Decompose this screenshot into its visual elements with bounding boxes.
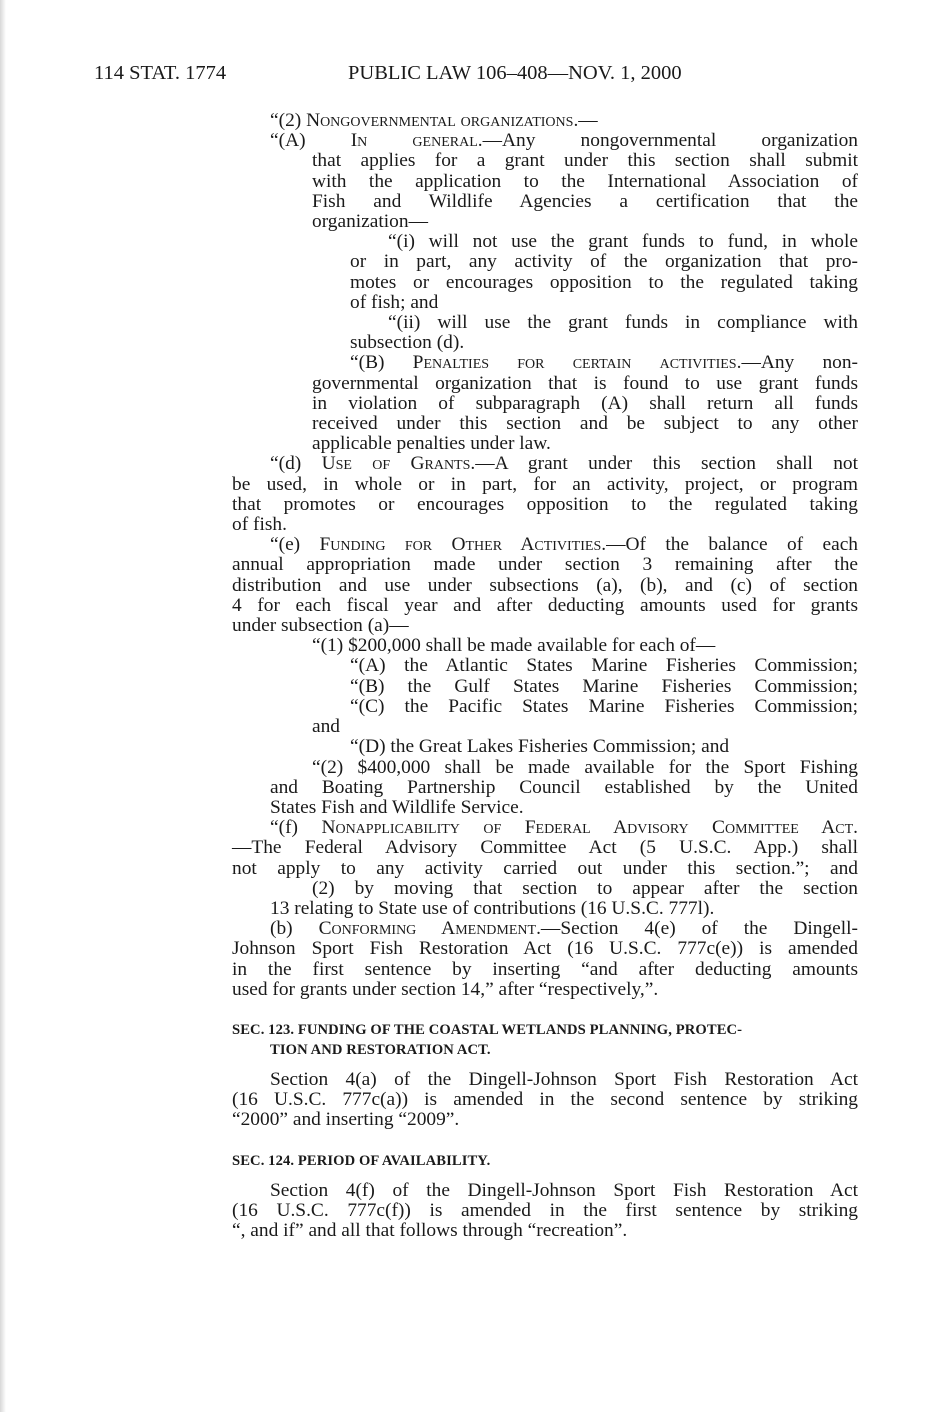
text-line: “(d) Use of Grants.—A grant under this section shall not [270, 453, 858, 475]
subsection-d-heading: Use of Grants. [321, 453, 476, 475]
public-law-reference: PUBLIC LAW 106–408—NOV. 1, 2000 [348, 62, 682, 84]
subsection-b-conforming [232, 919, 858, 1000]
list-item: “(A) the Atlantic States Marine Fisheries Commission; [350, 655, 858, 677]
text-line: organization— [312, 211, 428, 233]
subparagraph-a-body [312, 151, 858, 232]
subparagraph-a-heading: “(A) In general. [270, 130, 483, 152]
clause-i [350, 232, 858, 313]
text-line: in the first sentence by inserting “and after deducting amounts [232, 958, 858, 980]
text-line: annual appropriation made under section 3 remaining after the [232, 554, 858, 576]
spacer [232, 1131, 858, 1151]
text-line: received under this section and be subject to any other [312, 413, 858, 435]
text-line: be used, in whole or in part, for an activity, project, or program [232, 473, 858, 495]
text-line: that promotes or encourages opposition to the regulated taking [232, 493, 858, 515]
text-line: applicable penalties under law. [312, 433, 551, 455]
text-line: that applies for a grant under this section shall submit [312, 150, 858, 172]
text-line: “, and if” and all that follows through “recreation”. [232, 1219, 628, 1241]
text-line: used for grants under section 14,” after “respectively,”. [232, 978, 659, 1000]
spacer [232, 1000, 858, 1020]
text-line: in violation of subparagraph (A) shall return all funds [312, 392, 858, 414]
conforming-amendment-heading: Conforming Amendment. [318, 918, 541, 940]
text-line: (2) by moving that section to appear after the section [312, 877, 858, 899]
section-124-heading: SEC. 124. PERIOD OF AVAILABILITY. [232, 1152, 491, 1169]
text-line: and [312, 716, 340, 738]
text-line: “(f) Nonapplicability of Federal Advisory Committee Act. [270, 817, 858, 839]
text-line: Section 4(f) of the Dingell-Johnson Sport Fish Restoration Act [270, 1179, 858, 1201]
clause-ii [350, 313, 858, 353]
text-line: States Fish and Wildlife Service. [270, 796, 524, 818]
text-line: (b) Conforming Amendment.—Section 4(e) of the Dingell- [270, 918, 858, 940]
list-item: “(D) the Great Lakes Fisheries Commission; and [350, 736, 730, 758]
subsection-d [232, 454, 858, 535]
document-body [232, 111, 858, 1241]
text-line: (16 U.S.C. 777c(a)) is amended in the second sentence by striking [232, 1089, 858, 1111]
list-item: “(B) the Gulf States Marine Fisheries Commission; [350, 675, 858, 697]
text-line: “(A) In general.—Any nongovernmental organization [270, 130, 858, 152]
text-line: “(1) $200,000 shall be made available for each of— [312, 635, 716, 657]
text-line: subsection (d). [350, 332, 465, 354]
statute-page-reference: 114 STAT. 1774 [94, 62, 227, 84]
text-line: with the application to the International Association of [312, 170, 858, 192]
text-line: Fish and Wildlife Agencies a certification that the [312, 190, 858, 212]
text-line: distribution and use under subsections (a), (b), and (c) of section [232, 574, 858, 596]
section-123-body [232, 1070, 858, 1131]
text-line: “(ii) will use the grant funds in compliance with [388, 312, 858, 334]
text-line: (16 U.S.C. 777c(f)) is amended in the first sentence by striking [232, 1199, 858, 1221]
text-line: Section 4(a) of the Dingell-Johnson Sport Fish Restoration Act [270, 1068, 858, 1090]
text-line: of fish; and [350, 291, 439, 313]
text-line: of fish. [232, 514, 287, 536]
text-line: motes or encourages opposition to the regulated taking [350, 271, 858, 293]
text-line: “(2) $400,000 shall be made available for the Sport Fishing [312, 756, 858, 778]
text-line: —The Federal Advisory Committee Act (5 U.S.C. App.) shall [232, 837, 858, 859]
paragraph-e-2 [270, 758, 858, 819]
text-line: not apply to any activity carried out under this section.”; and [232, 857, 858, 879]
subsection-f [232, 818, 858, 879]
text-line: “2000” and inserting “2009”. [232, 1109, 460, 1131]
subparagraph-b [312, 353, 858, 454]
subsection-e-heading: Funding for Other Activities. [319, 534, 607, 556]
text-line: governmental organization that is found to use grant funds [312, 372, 858, 394]
subparagraph-a [232, 131, 858, 151]
commission-list [312, 656, 858, 757]
subsection-e [232, 535, 858, 636]
text-line: under subsection (a)— [232, 615, 409, 637]
amendment-paragraph-2 [270, 879, 858, 919]
section-123-heading: SEC. 123. FUNDING OF THE COASTAL WETLANDS PLANNING, PROTEC- TION AND RESTORATION ACT. [232, 1021, 743, 1058]
text-line: and Boating Partnership Council established by the United [270, 776, 858, 798]
paragraph-2-heading: “(2) Nongovernmental organizations.— [270, 110, 598, 131]
page-edge-shadow [0, 0, 6, 1412]
subsection-f-heading: Nonapplicability of Federal Advisory Committee Act. [321, 817, 858, 839]
text-line: “(B) Penalties for certain activities.—Any non- [350, 352, 858, 374]
text-line: Johnson Sport Fish Restoration Act (16 U.S.C. 777c(e)) is amended [232, 938, 858, 960]
list-item: “(C) the Pacific States Marine Fisheries Commission; [350, 695, 858, 717]
text-line: 4 for each fiscal year and after deducting amounts used for grants [232, 594, 858, 616]
text-line: “(e) Funding for Other Activities.—Of the balance of each [270, 534, 858, 556]
subparagraph-b-heading: “(B) Penalties for certain activities. [350, 352, 742, 374]
text-line: or in part, any activity of the organization that pro- [350, 251, 858, 273]
text-line: 13 relating to State use of contributions (16 U.S.C. 777l). [270, 897, 715, 919]
section-124-body [232, 1181, 858, 1242]
text-line: “(i) will not use the grant funds to fund, in whole [388, 231, 858, 253]
paragraph-e-1 [312, 636, 858, 656]
